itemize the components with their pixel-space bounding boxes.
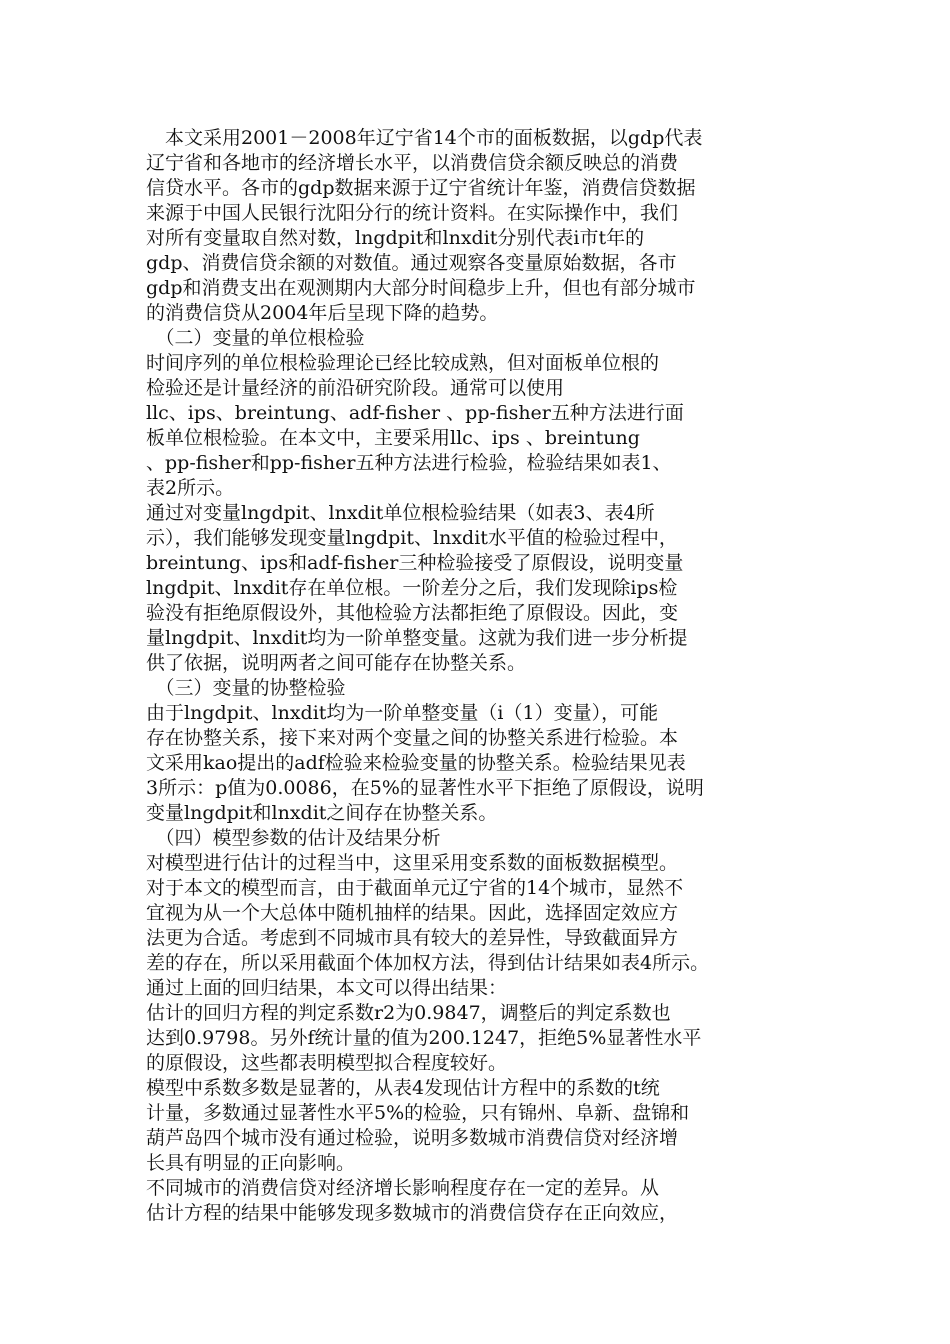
text-line: lngdpit、lnxdit存在单位根。一阶差分之后，我们发现除ips检 — [146, 577, 678, 599]
text-line: 估计的回归方程的判定系数r2为0.9847，调整后的判定系数也 — [146, 1002, 671, 1024]
text-line: 通过上面的回归结果，本文可以得出结果： — [146, 977, 508, 999]
text-line: 存在协整关系，接下来对两个变量之间的协整关系进行检验。本 — [146, 727, 679, 749]
text-line: 检验还是计量经济的前沿研究阶段。通常可以使用 — [146, 377, 565, 399]
text-line: llc、ips、breintung、adf-fisher 、pp-fisher五种方法进行面 — [146, 402, 684, 424]
text-line: 对所有变量取自然对数，lngdpit和lnxdit分别代表i市t年的 — [146, 227, 645, 249]
text-line: 宜视为从一个大总体中随机抽样的结果。因此，选择固定效应方 — [146, 902, 679, 924]
text-line: 差的存在，所以采用截面个体加权方法，得到估计结果如表4所示。 — [146, 952, 710, 974]
text-line: 的消费信贷从2004年后呈现下降的趋势。 — [146, 302, 499, 324]
text-line: 来源于中国人民银行沈阳分行的统计资料。在实际操作中，我们 — [146, 202, 679, 224]
text-line: 对模型进行估计的过程当中，这里采用变系数的面板数据模型。 — [146, 852, 679, 874]
text-line: 不同城市的消费信贷对经济增长影响程度存在一定的差异。从 — [146, 1177, 660, 1199]
text-line: 文采用kao提出的adf检验来检验变量的协整关系。检验结果见表 — [146, 752, 686, 774]
text-line: （二）变量的单位根检验 — [146, 327, 365, 349]
text-line: 变量lngdpit和lnxdit之间存在协整关系。 — [146, 802, 498, 824]
text-line: 葫芦岛四个城市没有通过检验，说明多数城市消费信贷对经济增 — [146, 1127, 679, 1149]
text-line: 信贷水平。各市的gdp数据来源于辽宁省统计年鉴，消费信贷数据 — [146, 177, 696, 199]
document-body — [146, 126, 806, 1226]
text-line: 、pp-fisher和pp-fisher五种方法进行检验，检验结果如表1、 — [146, 452, 672, 474]
text-line: 的原假设，这些都表明模型拟合程度较好。 — [146, 1052, 508, 1074]
text-line: 3所示：p值为0.0086，在5%的显著性水平下拒绝了原假设，说明 — [146, 777, 704, 799]
text-line: 辽宁省和各地市的经济增长水平，以消费信贷余额反映总的消费 — [146, 152, 679, 174]
text-line: 法更为合适。考虑到不同城市具有较大的差异性，导致截面异方 — [146, 927, 679, 949]
text-line: 对于本文的模型而言，由于截面单元辽宁省的14个城市，显然不 — [146, 877, 684, 899]
text-line: 示），我们能够发现变量lngdpit、lnxdit水平值的检验过程中， — [146, 527, 678, 549]
text-line: 供了依据，说明两者之间可能存在协整关系。 — [146, 652, 527, 674]
text-line: 由于lngdpit、lnxdit均为一阶单整变量（i（1）变量），可能 — [146, 702, 659, 724]
text-line: 板单位根检验。在本文中，主要采用llc、ips 、breintung — [146, 427, 640, 449]
text-line: 量lngdpit、lnxdit均为一阶单整变量。这就为我们进一步分析提 — [146, 627, 688, 649]
text-line: 本文采用2001－2008年辽宁省14个市的面板数据，以gdp代表 — [146, 127, 703, 149]
text-line: 时间序列的单位根检验理论已经比较成熟，但对面板单位根的 — [146, 352, 660, 374]
text-line: 模型中系数多数是显著的，从表4发现估计方程中的系数的t统 — [146, 1077, 660, 1099]
text-line: （四）模型参数的估计及结果分析 — [146, 827, 441, 849]
text-line: 验没有拒绝原假设外，其他检验方法都拒绝了原假设。因此，变 — [146, 602, 679, 624]
text-line: 计量，多数通过显著性水平5%的检验，只有锦州、阜新、盘锦和 — [146, 1102, 690, 1124]
text-line: 长具有明显的正向影响。 — [146, 1152, 356, 1174]
text-line: 通过对变量lngdpit、lnxdit单位根检验结果（如表3、表4所 — [146, 502, 655, 524]
text-line: breintung、ips和adf-fisher三种检验接受了原假设，说明变量 — [146, 552, 684, 574]
text-line: 达到0.9798。另外f统计量的值为200.1247，拒绝5%显著性水平 — [146, 1027, 702, 1049]
text-line: gdp和消费支出在观测期内大部分时间稳步上升，但也有部分城市 — [146, 277, 696, 299]
text-line: 估计方程的结果中能够发现多数城市的消费信贷存在正向效应， — [146, 1202, 679, 1224]
text-line: （三）变量的协整检验 — [146, 677, 346, 699]
text-line: 表2所示。 — [146, 477, 235, 499]
text-line: gdp、消费信贷余额的对数值。通过观察各变量原始数据，各市 — [146, 252, 677, 274]
